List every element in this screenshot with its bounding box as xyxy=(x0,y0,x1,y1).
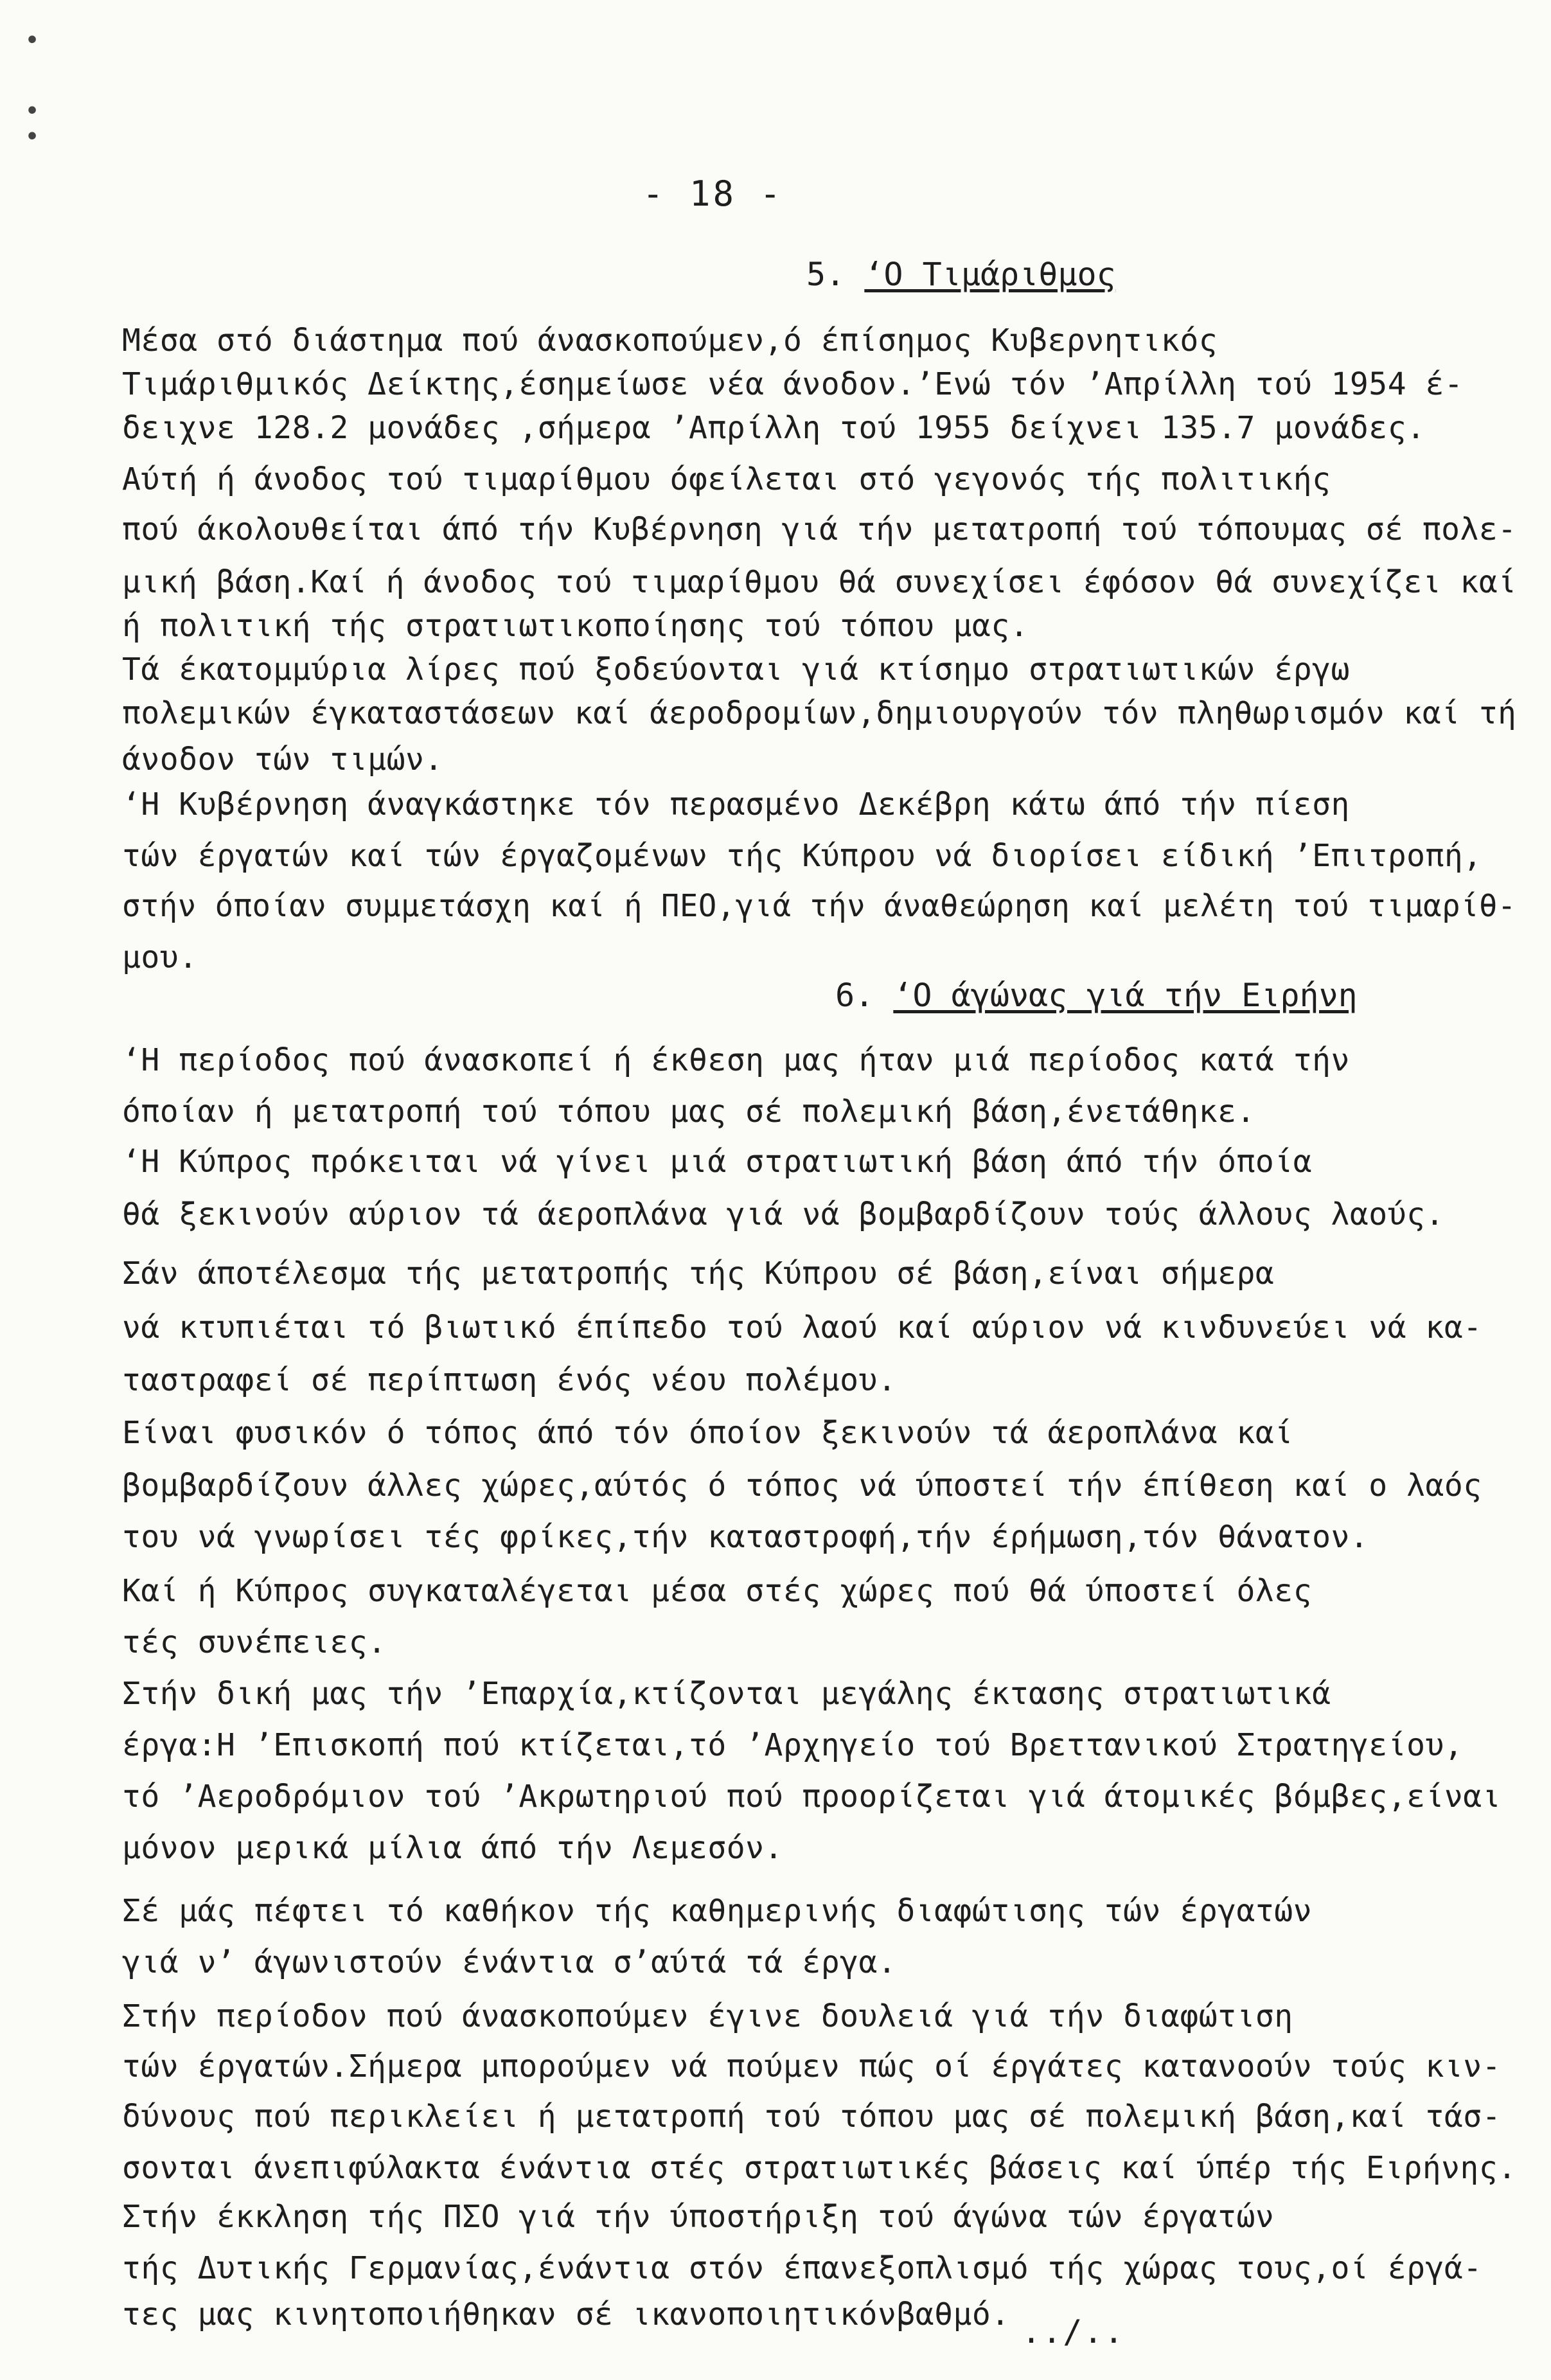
text-line: θά ξεκινούν αύριον τά άεροπλάνα γιά νά βομβαρδίζουν τούς άλλους λαούς. xyxy=(122,1196,1444,1232)
continuation-mark: ../.. xyxy=(1022,2313,1125,2350)
text-line: τών έργατών καί τών έργαζομένων τής Κύπρου νά διορίσει είδική ’Επιτροπή, xyxy=(122,838,1482,874)
text-line: Στήν έκκληση τής ΠΣΟ γιά τήν ύποστήριξη τού άγώνα τών έργατών xyxy=(122,2199,1275,2235)
text-line: τό ’Αεροδρόμιον τού ’Ακρωτηριού πού προορίζεται γιά άτομικές βόμβες,είναι xyxy=(122,1779,1502,1815)
text-line: σονται άνεπιφύλακτα ένάντια στές στρατιωτικές βάσεις καί ύπέρ τής Ειρήνης. xyxy=(122,2150,1517,2186)
section-title: ‘Ο άγώνας γιά τήν Ειρήνη xyxy=(893,977,1358,1014)
text-line: μόνον μερικά μίλια άπό τήν Λεμεσόν. xyxy=(122,1830,783,1866)
text-line: ταστραφεί σέ περίπτωση ένός νέου πολέμου. xyxy=(122,1362,897,1398)
text-line: όποίαν ή μετατροπή τού τόπου μας σέ πολεμική βάση,ένετάθηκε. xyxy=(122,1094,1255,1130)
text-line: του νά γνωρίσει τές φρίκες,τήν καταστροφή,τήν έρήμωση,τόν θάνατον. xyxy=(122,1519,1369,1555)
section-5-heading xyxy=(806,256,1116,293)
text-line: ‘Η Κύπρος πρόκειται νά γίνει μιά στρατιωτική βάση άπό τήν όποία xyxy=(122,1144,1313,1180)
text-line: Καί ή Κύπρος συγκαταλέγεται μέσα στές χώρες πού θά ύποστεί όλες xyxy=(122,1573,1313,1609)
text-line: Τά έκατομμύρια λίρες πού ξοδεύονται γιά κτίσημο στρατιωτικών έργω xyxy=(122,652,1350,688)
text-line: τών έργατών.Σήμερα μπορούμεν νά πούμεν πώς οί έργάτες κατανοούν τούς κιν- xyxy=(122,2048,1502,2084)
text-line: γιά ν’ άγωνιστούν ένάντια σ’αύτά τά έργα. xyxy=(122,1944,897,1980)
stray-mark: • xyxy=(24,122,40,152)
text-line: τες μας κινητοποιήθηκαν σέ ικανοποιητικόνβαθμό. xyxy=(122,2296,1010,2332)
text-line: άνοδον τών τιμών. xyxy=(122,742,443,777)
text-line: πού άκολουθείται άπό τήν Κυβέρνηση γιά τήν μετατροπή τού τόπουμας σέ πολε- xyxy=(122,511,1517,547)
text-line: ‘Η περίοδος πού άνασκοπεί ή έκθεση μας ήταν μιά περίοδος κατά τήν xyxy=(122,1042,1350,1078)
section-number: 6. xyxy=(835,977,874,1014)
text-line: τής Δυτικής Γερμανίας,ένάντια στόν έπανεξοπλισμό τής χώρας τους,οί έργά- xyxy=(122,2250,1482,2286)
text-line: νά κτυπιέται τό βιωτικό έπίπεδο τού λαού καί αύριον νά κινδυνεύει νά κα- xyxy=(122,1310,1482,1345)
text-line: στήν όποίαν συμμετάσχη καί ή ΠΕΟ,γιά τήν άναθεώρηση καί μελέτη τού τιμαρίθ- xyxy=(122,888,1516,924)
text-line: τές συνέπειες. xyxy=(122,1624,387,1660)
text-line: Τιμάριθμικός Δείκτης,έσημείωσε νέα άνοδον.’Ενώ τόν ’Απρίλλη τού 1954 έ- xyxy=(122,366,1464,402)
text-line: βομβαρδίζουν άλλες χώρες,αύτός ό τόπος νά ύποστεί τήν έπίθεση καί ο λαός xyxy=(122,1468,1482,1504)
section-number: 5. xyxy=(806,256,846,293)
text-line: μική βάση.Καί ή άνοδος τού τιμαρίθμου θά συνεχίσει έφόσον θά συνεχίζει καί xyxy=(122,564,1517,600)
text-line: έργα:Η ’Επισκοπή πού κτίζεται,τό ’Αρχηγείο τού Βρεττανικού Στρατηγείου, xyxy=(122,1727,1464,1763)
text-line: Είναι φυσικόν ό τόπος άπό τόν όποίον ξεκινούν τά άεροπλάνα καί xyxy=(122,1415,1293,1451)
text-line: Μέσα στό διάστημα πού άνασκοπούμεν,ό έπίσημος Κυβερνητικός xyxy=(122,323,1218,359)
text-line: Στήν δική μας τήν ’Επαρχία,κτίζονται μεγάλης έκτασης στρατιωτικά xyxy=(122,1676,1331,1712)
stray-mark: • xyxy=(24,26,40,55)
text-line: Σέ μάς πέφτει τό καθήκον τής καθημερινής διαφώτισης τών έργατών xyxy=(122,1893,1313,1929)
text-line: πολεμικών έγκαταστάσεων καί άεροδρομίων,δημιουργούν τόν πληθωρισμόν καί τή xyxy=(122,695,1517,731)
page-number: - 18 - xyxy=(643,173,784,214)
text-line: Αύτή ή άνοδος τού τιμαρίθμου όφείλεται στό γεγονός τής πολιτικής xyxy=(122,461,1331,497)
text-line: δύνους πού περικλείει ή μετατροπή τού τόπου μας σέ πολεμική βάση,καί τάσ- xyxy=(122,2099,1502,2135)
text-line: ή πολιτική τής στρατιωτικοποίησης τού τόπου μας. xyxy=(122,608,1029,644)
text-line: Στήν περίοδον πού άνασκοπούμεν έγινε δουλειά γιά τήν διαφώτιση xyxy=(122,1998,1293,2034)
text-line: Σάν άποτέλεσμα τής μετατροπής τής Κύπρου σέ βάση,είναι σήμερα xyxy=(122,1256,1275,1292)
section-title: ‘Ο Τιμάριθμος xyxy=(864,256,1116,293)
text-line: ‘Η Κυβέρνηση άναγκάστηκε τόν περασμένο Δεκέβρη κάτω άπό τήν πίεση xyxy=(122,786,1350,822)
text-line: δειχνε 128.2 μονάδες ,σήμερα ’Απρίλλη τού 1955 δείχνει 135.7 μονάδες. xyxy=(122,410,1426,446)
text-line: μου. xyxy=(122,939,198,975)
section-6-heading xyxy=(835,977,1358,1014)
stray-mark: • xyxy=(24,96,40,126)
